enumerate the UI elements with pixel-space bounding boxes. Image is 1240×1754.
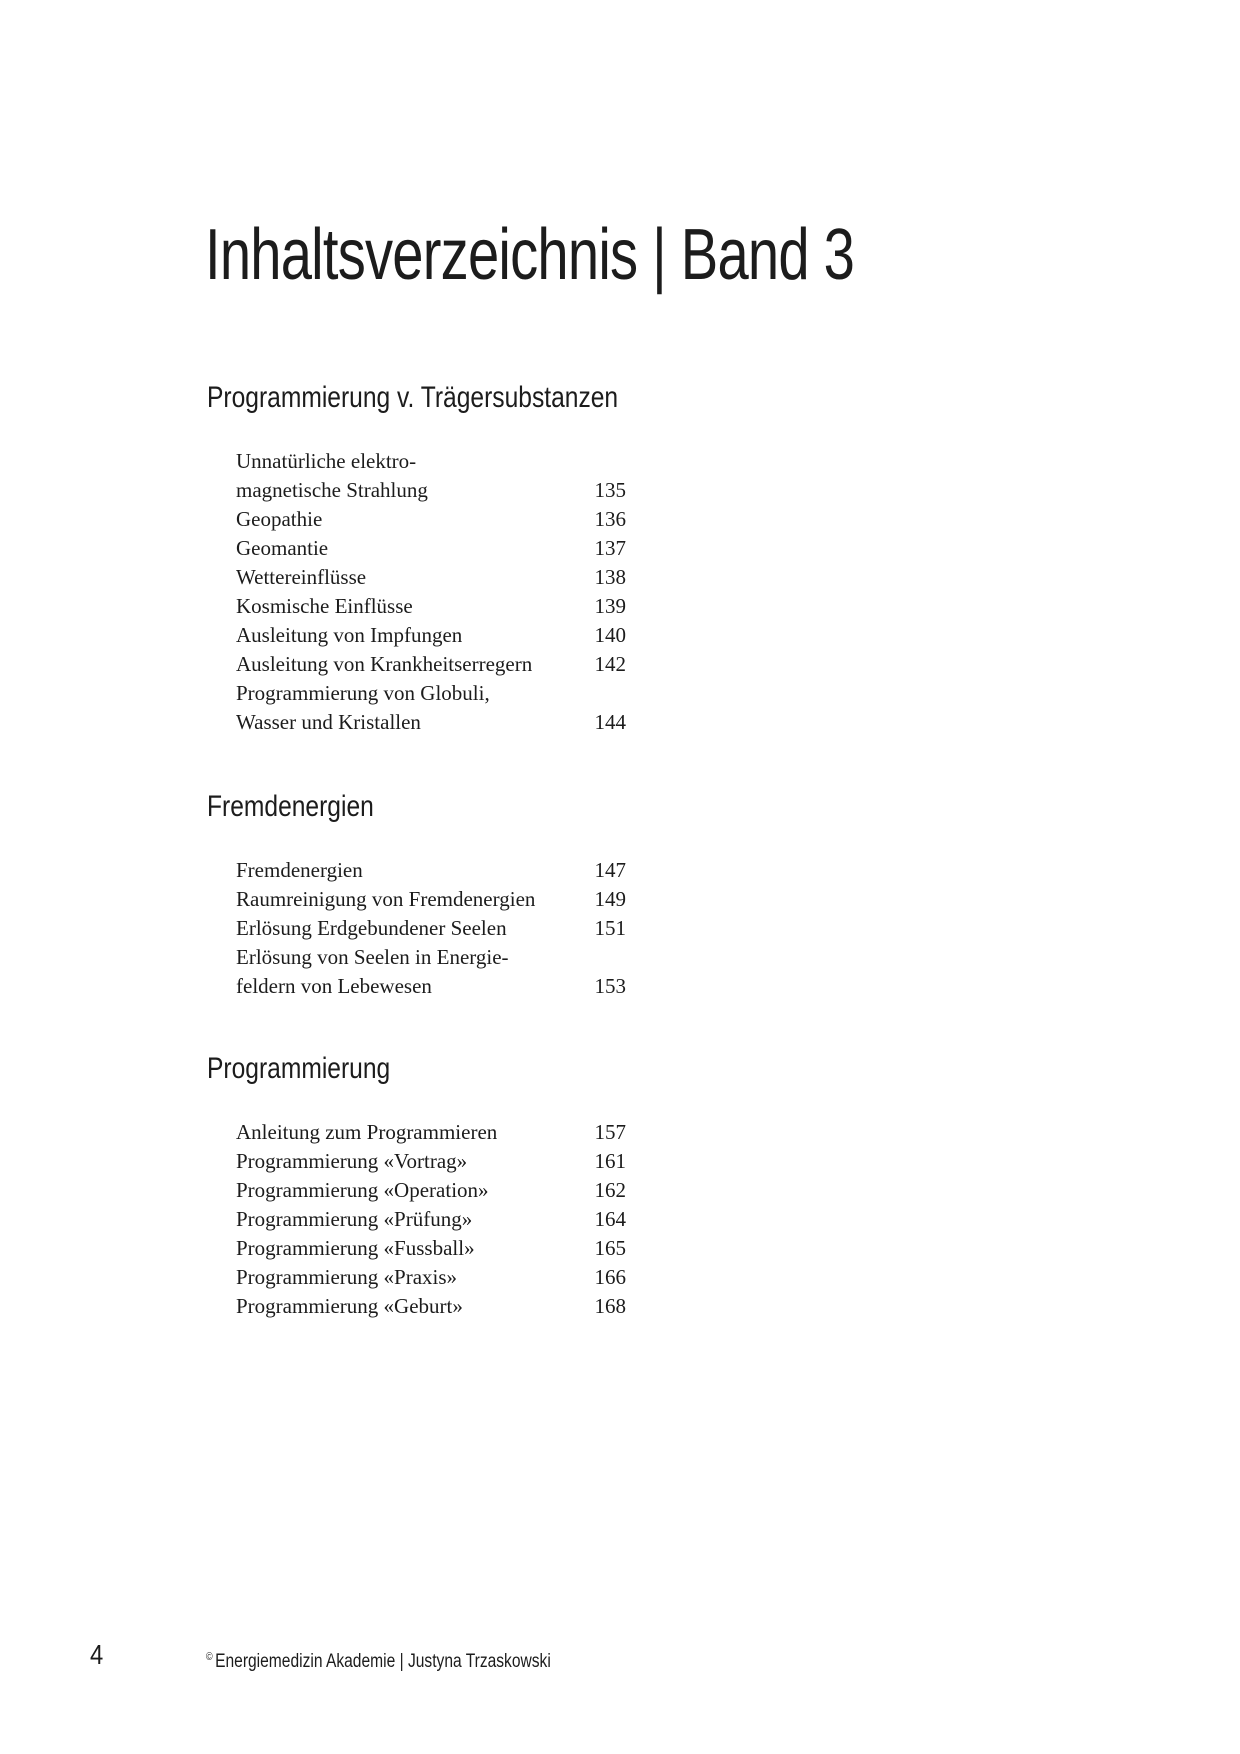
toc-entry-page-number: 135 <box>594 478 626 502</box>
toc-entry <box>236 1176 626 1205</box>
footer-copyright <box>206 1644 551 1675</box>
toc-entry-label: Ausleitung von Impfungen <box>236 623 463 647</box>
toc-entry-page-number: 164 <box>594 1207 626 1231</box>
section-heading-programmierung: Programmierung <box>207 1052 391 1085</box>
toc-entry-label: Unnatürliche elektro- <box>236 449 417 473</box>
toc-entry <box>236 1205 626 1234</box>
toc-entry-label: Geomantie <box>236 536 329 560</box>
copyright-mark: © <box>206 1651 213 1663</box>
toc-entry <box>236 708 626 737</box>
toc-entry <box>236 1234 626 1263</box>
toc-entry-page-number: 140 <box>594 623 626 647</box>
toc-entry-label: Programmierung «Vortrag» <box>236 1149 468 1173</box>
toc-entry-page-number: 161 <box>594 1149 626 1173</box>
toc-entry <box>236 856 626 885</box>
page-title: Inhaltsverzeichnis | Band 3 <box>205 215 855 295</box>
toc-entry-page-number: 147 <box>594 858 626 882</box>
toc-entry-label: Anleitung zum Programmieren <box>236 1120 498 1144</box>
toc-entry-label: Fremdenergien <box>236 858 363 882</box>
toc-entry-label: Programmierung von Globuli, <box>236 681 490 705</box>
page-number: 4 <box>90 1639 104 1670</box>
toc-entry-label: Erlösung von Seelen in Energie- <box>236 945 509 969</box>
toc-entry-page-number: 136 <box>594 507 626 531</box>
toc-entry <box>236 563 626 592</box>
toc-entry-page-number: 142 <box>594 652 626 676</box>
toc-entry-label: Wettereinflüsse <box>236 565 367 589</box>
footer-text: Energiemedizin Akademie | Justyna Trzaskowski <box>215 1651 551 1672</box>
toc-entry <box>236 1292 626 1321</box>
toc-entry <box>236 592 626 621</box>
toc-entry-page-number: 137 <box>594 536 626 560</box>
toc-entry-page-number: 165 <box>594 1236 626 1260</box>
toc-entry-page-number: 151 <box>594 916 626 940</box>
toc-entry-label: Raumreinigung von Fremdenergien <box>236 887 536 911</box>
toc-entry <box>236 505 626 534</box>
toc-entry <box>236 447 626 476</box>
toc-entry-label: Ausleitung von Krankheitserregern <box>236 652 533 676</box>
toc-entry-label: Programmierung «Prüfung» <box>236 1207 473 1231</box>
toc-entry-label: Programmierung «Praxis» <box>236 1265 458 1289</box>
toc-entry <box>236 1263 626 1292</box>
toc-entry <box>236 885 626 914</box>
toc-entry-label: Wasser und Kristallen <box>236 710 421 734</box>
toc-entry-label: feldern von Lebewesen <box>236 974 432 998</box>
toc-entry <box>236 534 626 563</box>
toc-entry-page-number: 153 <box>594 974 626 998</box>
toc-entry-label: Programmierung «Geburt» <box>236 1294 463 1318</box>
toc-entry-label: Kosmische Einflüsse <box>236 594 413 618</box>
toc-entry <box>236 1147 626 1176</box>
toc-entry-page-number: 162 <box>594 1178 626 1202</box>
toc-entry <box>236 972 626 1001</box>
toc-entry-label: Geopathie <box>236 507 323 531</box>
toc-entry-label: Programmierung «Operation» <box>236 1178 489 1202</box>
toc-entry-page-number: 138 <box>594 565 626 589</box>
toc-entry-page-number: 139 <box>594 594 626 618</box>
section-heading-traegersubstanzen: Programmierung v. Trägersubstanzen <box>207 381 619 414</box>
toc-entry-page-number: 168 <box>594 1294 626 1318</box>
toc-list-programmierung <box>236 1118 626 1321</box>
toc-entry-page-number: 166 <box>594 1265 626 1289</box>
toc-entry-page-number: 144 <box>594 710 626 734</box>
toc-entry <box>236 914 626 943</box>
toc-entry-label: magnetische Strahlung <box>236 478 428 502</box>
toc-entry <box>236 476 626 505</box>
toc-list-fremdenergien <box>236 856 626 1001</box>
toc-entry-label: Erlösung Erdgebundener Seelen <box>236 916 507 940</box>
toc-entry-page-number: 149 <box>594 887 626 911</box>
toc-list-traegersubstanzen <box>236 447 626 737</box>
toc-entry <box>236 1118 626 1147</box>
toc-entry <box>236 621 626 650</box>
toc-entry <box>236 650 626 679</box>
toc-entry <box>236 943 626 972</box>
section-heading-fremdenergien: Fremdenergien <box>207 790 374 823</box>
toc-entry <box>236 679 626 708</box>
toc-entry-label: Programmierung «Fussball» <box>236 1236 475 1260</box>
toc-entry-page-number: 157 <box>594 1120 626 1144</box>
